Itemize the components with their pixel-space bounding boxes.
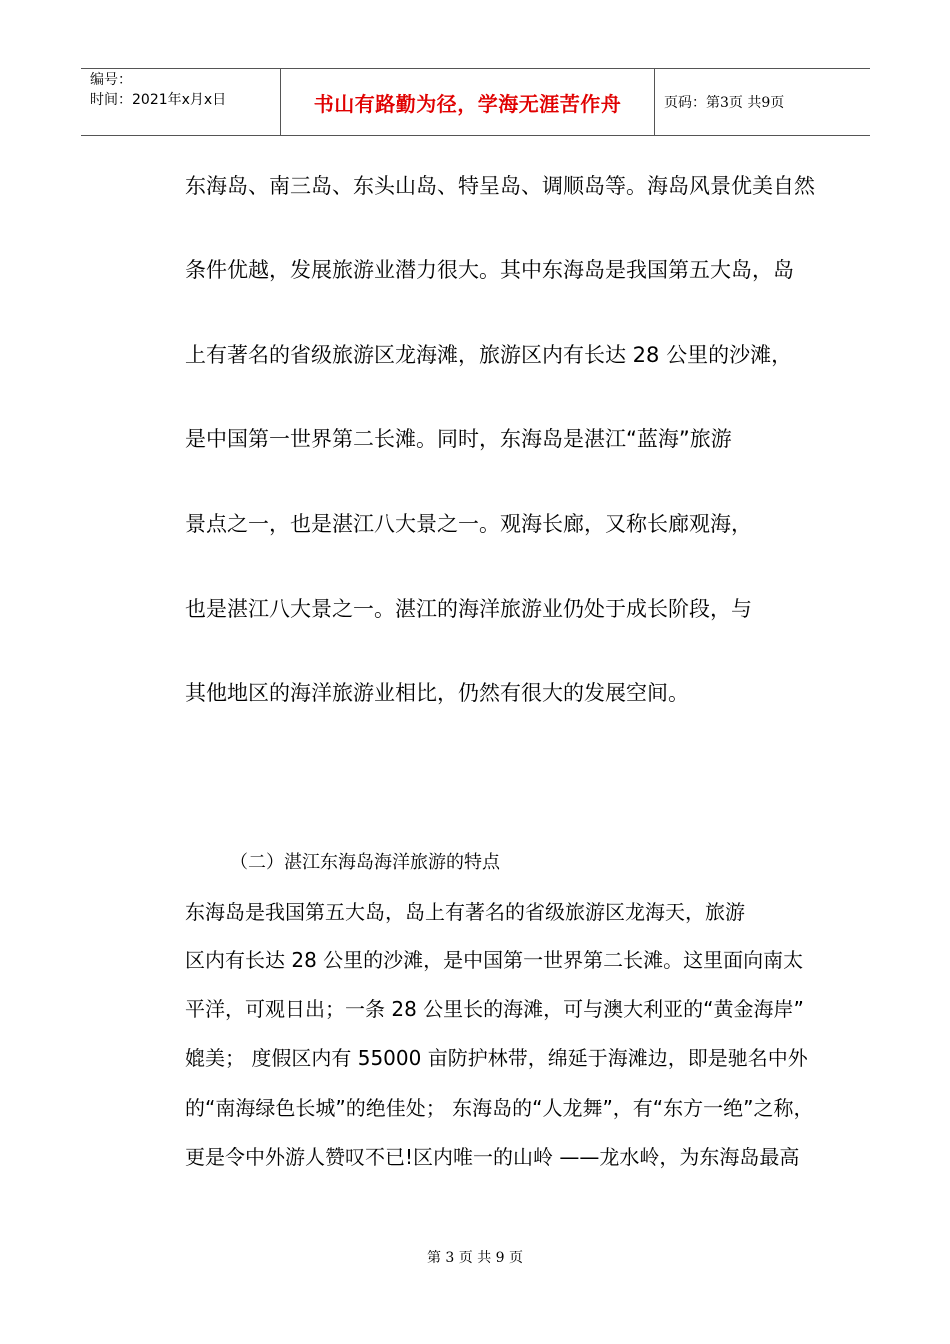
paragraph-line: 东海岛是我国第五大岛，岛上有著名的省级旅游区龙海天，旅游 — [185, 900, 745, 924]
section-heading: （二）湛江东海岛海洋旅游的特点 — [230, 852, 500, 873]
paragraph-line: 景点之一，也是湛江八大景之一。观海长廊，又称长廊观海， — [185, 512, 752, 536]
paragraph-line: 的“南海绿色长城”的绝佳处； 东海岛的“人龙舞”，有“东方一绝”之称， — [185, 1096, 814, 1120]
paragraph-line: 条件优越，发展旅游业潜力很大。其中东海岛是我国第五大岛，岛 — [185, 258, 794, 282]
page-info: 页码：第3页 共9页 — [664, 95, 785, 111]
header-motto-cell — [281, 69, 655, 135]
header-meta-cell — [81, 69, 281, 135]
paragraph-line: 其他地区的海洋旅游业相比，仍然有很大的发展空间。 — [185, 681, 689, 705]
page-footer — [0, 1247, 950, 1267]
paragraph-line: 区内有长达 28 公里的沙滩，是中国第一世界第二长滩。这里面向南太 — [185, 948, 804, 972]
motto-text: 书山有路勤为径，学海无涯苦作舟 — [313, 91, 622, 116]
paragraph-line: 上有著名的省级旅游区龙海滩，旅游区内有长达 28 公里的沙滩， — [185, 343, 793, 367]
paragraph-line: 是中国第一世界第二长滩。同时，东海岛是湛江“蓝海”旅游 — [185, 427, 732, 451]
paragraph-line: 东海岛、南三岛、东头山岛、特呈岛、调顺岛等。海岛风景优美自然 — [185, 174, 815, 198]
page-header — [81, 68, 870, 136]
footer-page-number: 第 3 页 共 9 页 — [426, 1250, 524, 1266]
serial-number-label: 编号： — [90, 72, 132, 88]
paragraph-line: 也是湛江八大景之一。湛江的海洋旅游业仍处于成长阶段，与 — [185, 597, 752, 621]
date-label: 时间：2021年x月x日 — [90, 92, 227, 108]
paragraph-line: 平洋，可观日出；一条 28 公里长的海滩，可与澳大利亚的“黄金海岸” — [185, 997, 804, 1021]
paragraph-line: 更是令中外游人赞叹不已!区内唯一的山岭 ——龙水岭，为东海岛最高 — [185, 1145, 800, 1169]
header-page-cell — [655, 69, 870, 135]
paragraph-line: 媲美； 度假区内有 55000 亩防护林带，绵延于海滩边，即是驰名中外 — [185, 1046, 808, 1070]
